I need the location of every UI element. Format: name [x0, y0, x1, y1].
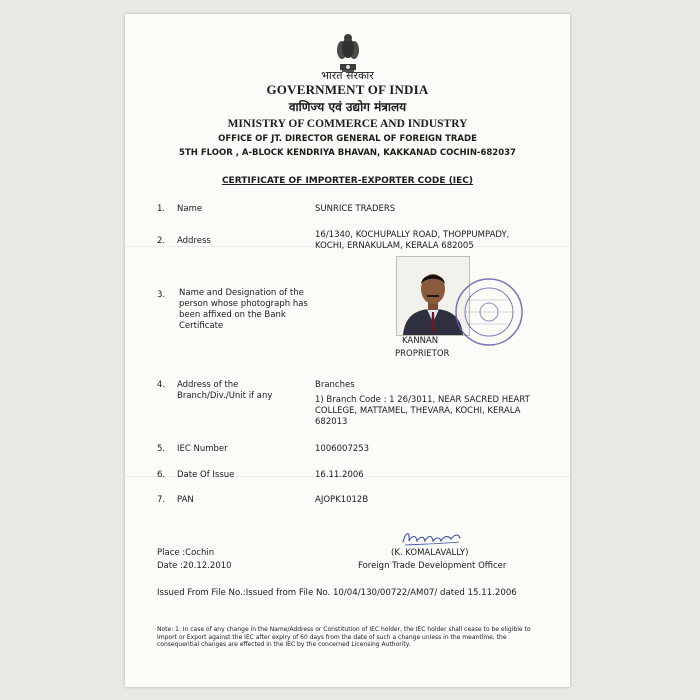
row-3-label-line4: Certificate	[179, 321, 224, 331]
row-7-value: AJOPK1012B	[315, 495, 369, 505]
certificate-title: CERTIFICATE OF IMPORTER-EXPORTER CODE (IEC)	[221, 176, 474, 186]
row-4-label-line2: Branch/Div./Unit if any	[177, 391, 273, 401]
row-7-number: 7.	[157, 495, 166, 505]
row-2-number: 2.	[157, 236, 166, 246]
row-4-label-line1: Address of the	[177, 380, 239, 390]
row-2-value-line1: 16/1340, KOCHUPALLY ROAD, THOPPUMPADY,	[315, 230, 510, 240]
place: Place :Cochin	[157, 548, 215, 558]
row-7-label: PAN	[177, 495, 194, 505]
date: Date :20.12.2010	[157, 561, 232, 571]
footnote-line2: Import or Export against the IEC after expiry of 60 days from the date of such a change unless in the meantime, the	[157, 633, 507, 641]
header-ministry: MINISTRY OF COMMERCE AND INDUSTRY	[227, 118, 468, 130]
header-hindi-government: भारत सरकार	[321, 69, 374, 82]
row-4-branch-line1: 1) Branch Code : 1 26/3011, NEAR SACRED HEART	[315, 395, 530, 405]
photo-person-name: KANNAN	[402, 336, 439, 346]
header-government: GOVERNMENT OF INDIA	[266, 82, 429, 97]
row-6-value: 16.11.2006	[315, 470, 364, 480]
row-5-value: 1006007253	[315, 444, 370, 454]
row-1-label: Name	[177, 204, 203, 214]
office-seal-stamp	[453, 276, 525, 348]
footnote	[157, 626, 549, 649]
header-office: OFFICE OF JT. DIRECTOR GENERAL OF FOREIGN TRADE	[218, 134, 477, 144]
officer-name: (K. KOMALAVALLY)	[391, 548, 469, 558]
row-3-label-line1: Name and Designation of the	[179, 288, 304, 298]
officer-signature	[397, 526, 467, 550]
row-2-label: Address	[177, 236, 211, 246]
header-address: 5TH FLOOR , A-BLOCK KENDRIYA BHAVAN, KAKKANAD COCHIN-682037	[179, 148, 516, 158]
row-2-value-line2: KOCHI, ERNAKULAM, KERALA 682005	[315, 241, 474, 251]
row-6-label: Date Of Issue	[177, 470, 235, 480]
row-4-branches-heading: Branches	[315, 380, 355, 390]
row-5-label: IEC Number	[177, 444, 228, 454]
row-4-branch-line2: COLLEGE, MATTAMEL, THEVARA, KOCHI, KERALA	[315, 406, 521, 416]
row-3-label-line3: been affixed on the Bank	[179, 310, 286, 320]
certificate-page	[125, 14, 570, 687]
row-4-branch-line3: 682013	[315, 417, 348, 427]
row-5-number: 5.	[157, 444, 166, 454]
issued-from-file: Issued From File No.:Issued from File No. 10/04/130/00722/AM07/ dated 15.11.2006	[157, 588, 517, 598]
row-1-number: 1.	[157, 204, 166, 214]
photo-person-designation: PROPRIETOR	[395, 349, 450, 359]
row-3-number: 3.	[157, 290, 166, 300]
row-1-value: SUNRICE TRADERS	[315, 204, 396, 214]
officer-title: Foreign Trade Development Officer	[358, 561, 507, 571]
header-hindi-ministry: वाणिज्य एवं उद्योग मंत्रालय	[288, 100, 407, 114]
row-4-number: 4.	[157, 380, 166, 390]
footnote-line1: Note: 1. In case of any change in the Name/Address or Constitution of IEC holder, the IEC holder shall cease to be eligible to	[157, 626, 531, 633]
row-6-number: 6.	[157, 470, 166, 480]
row-3-label-line2: person whose photograph has	[179, 299, 308, 309]
footnote-line3: consequential changes are effected in the IEC by the concerned Licensing Authority.	[157, 641, 411, 648]
